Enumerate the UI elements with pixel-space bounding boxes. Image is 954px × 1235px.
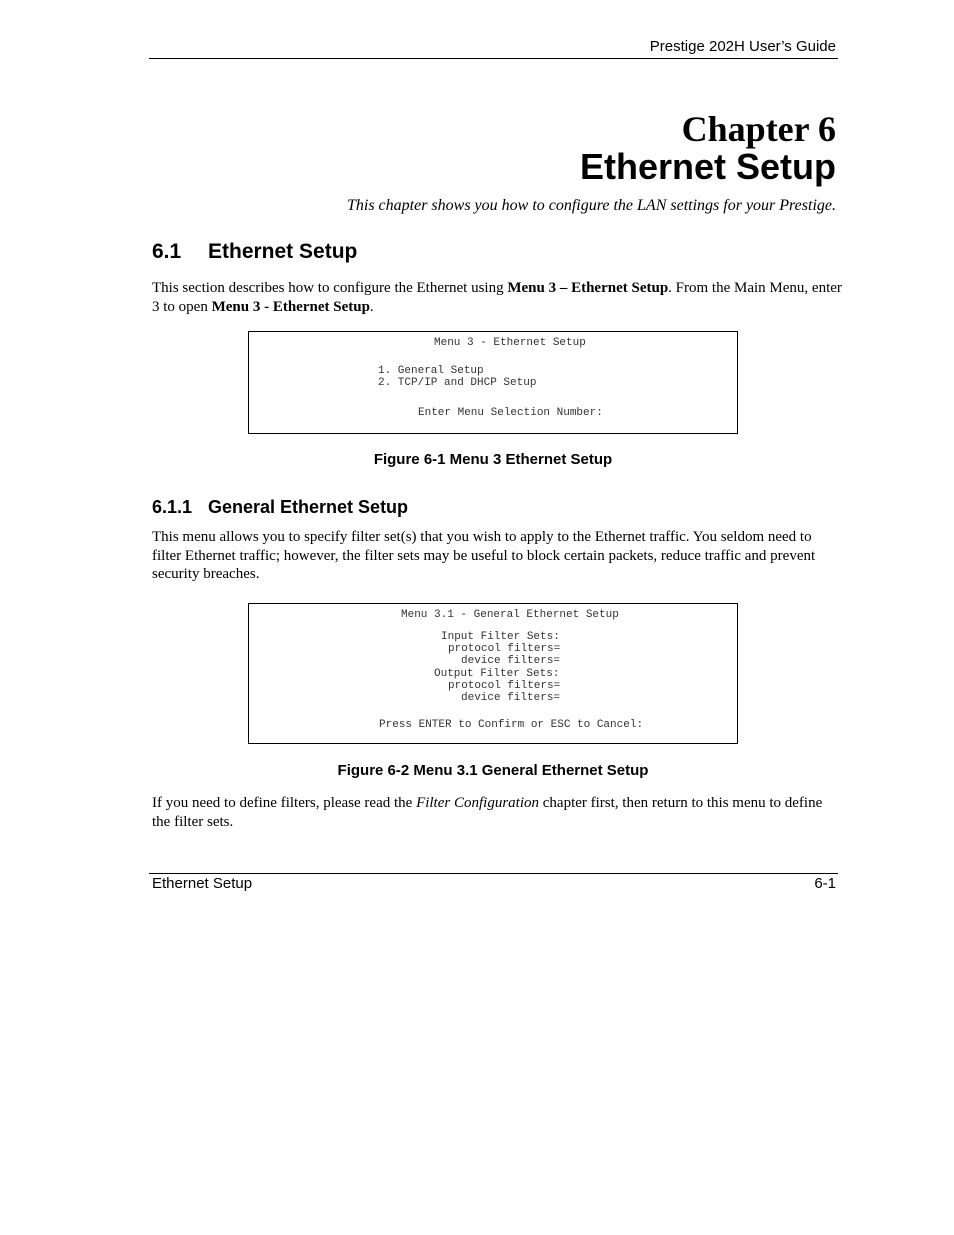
menu-option-tcpip-dhcp-setup: 2. TCP/IP and DHCP Setup [378, 377, 537, 389]
output-protocol-filters-field: protocol filters= [448, 680, 561, 692]
screen-title: Menu 3 - Ethernet Setup [434, 337, 586, 349]
chapter-title: Ethernet Setup [579, 146, 836, 187]
figure-caption: Figure 6-2 Menu 3.1 General Ethernet Setup [337, 762, 649, 779]
page-number: 6-1 [814, 875, 836, 892]
section-title: General Ethernet Setup [208, 497, 409, 517]
menu-selection-prompt: Enter Menu Selection Number: [418, 407, 603, 419]
running-header: Prestige 202H User’s Guide [649, 38, 836, 55]
paragraph-text: chapter first, then return to this menu to define the filter sets. [152, 795, 823, 830]
chapter-intro: This chapter shows you how to configure the LAN settings for your Prestige. [346, 197, 836, 214]
section-number: 6.1.1 [152, 497, 193, 517]
section-heading-6-1-1 [152, 497, 408, 518]
section-heading-6-1 [152, 240, 357, 264]
chapter-number: Chapter 6 [681, 109, 836, 149]
menu-3-screen [248, 331, 738, 434]
paragraph-text: . From the Main Menu, enter 3 to open [152, 280, 842, 315]
menu-option-general-setup: 1. General Setup [378, 365, 484, 377]
paragraph-text: If you need to define filters, please read the [152, 795, 417, 811]
header-divider [149, 58, 838, 59]
menu-reference: Menu 3 – Ethernet Setup [507, 280, 669, 296]
paragraph-text: . [369, 298, 374, 315]
paragraph-text: This section describes how to configure the Ethernet using [152, 280, 508, 296]
menu-3-1-screen [248, 603, 738, 744]
screen-title: Menu 3.1 - General Ethernet Setup [401, 609, 619, 621]
output-filter-sets-label: Output Filter Sets: [434, 668, 560, 680]
input-filter-sets-label: Input Filter Sets: [441, 631, 560, 643]
footer-divider [149, 873, 838, 874]
confirm-cancel-prompt: Press ENTER to Confirm or ESC to Cancel: [379, 719, 644, 731]
section-6-1-1-paragraph: This menu allows you to specify filter set(s) that you wish to apply to the Ethernet traffic. You seldom need to filter Ethernet traffic; however, the filter sets may be useful to block certain packets, reduce traffic and prevent security breaches. [152, 529, 816, 582]
section-title: Ethernet Setup [208, 240, 358, 263]
input-protocol-filters-field: protocol filters= [448, 643, 561, 655]
figure-caption: Figure 6-1 Menu 3 Ethernet Setup [373, 451, 613, 468]
output-device-filters-field: device filters= [461, 692, 561, 704]
footer-section: Ethernet Setup [152, 875, 253, 892]
chapter-reference: Filter Configuration [416, 795, 539, 811]
closing-paragraph [152, 794, 842, 831]
input-device-filters-field: device filters= [461, 655, 561, 667]
section-6-1-paragraph [152, 279, 842, 316]
menu-reference: Menu 3 - Ethernet Setup [211, 298, 370, 315]
section-number: 6.1 [152, 240, 182, 263]
